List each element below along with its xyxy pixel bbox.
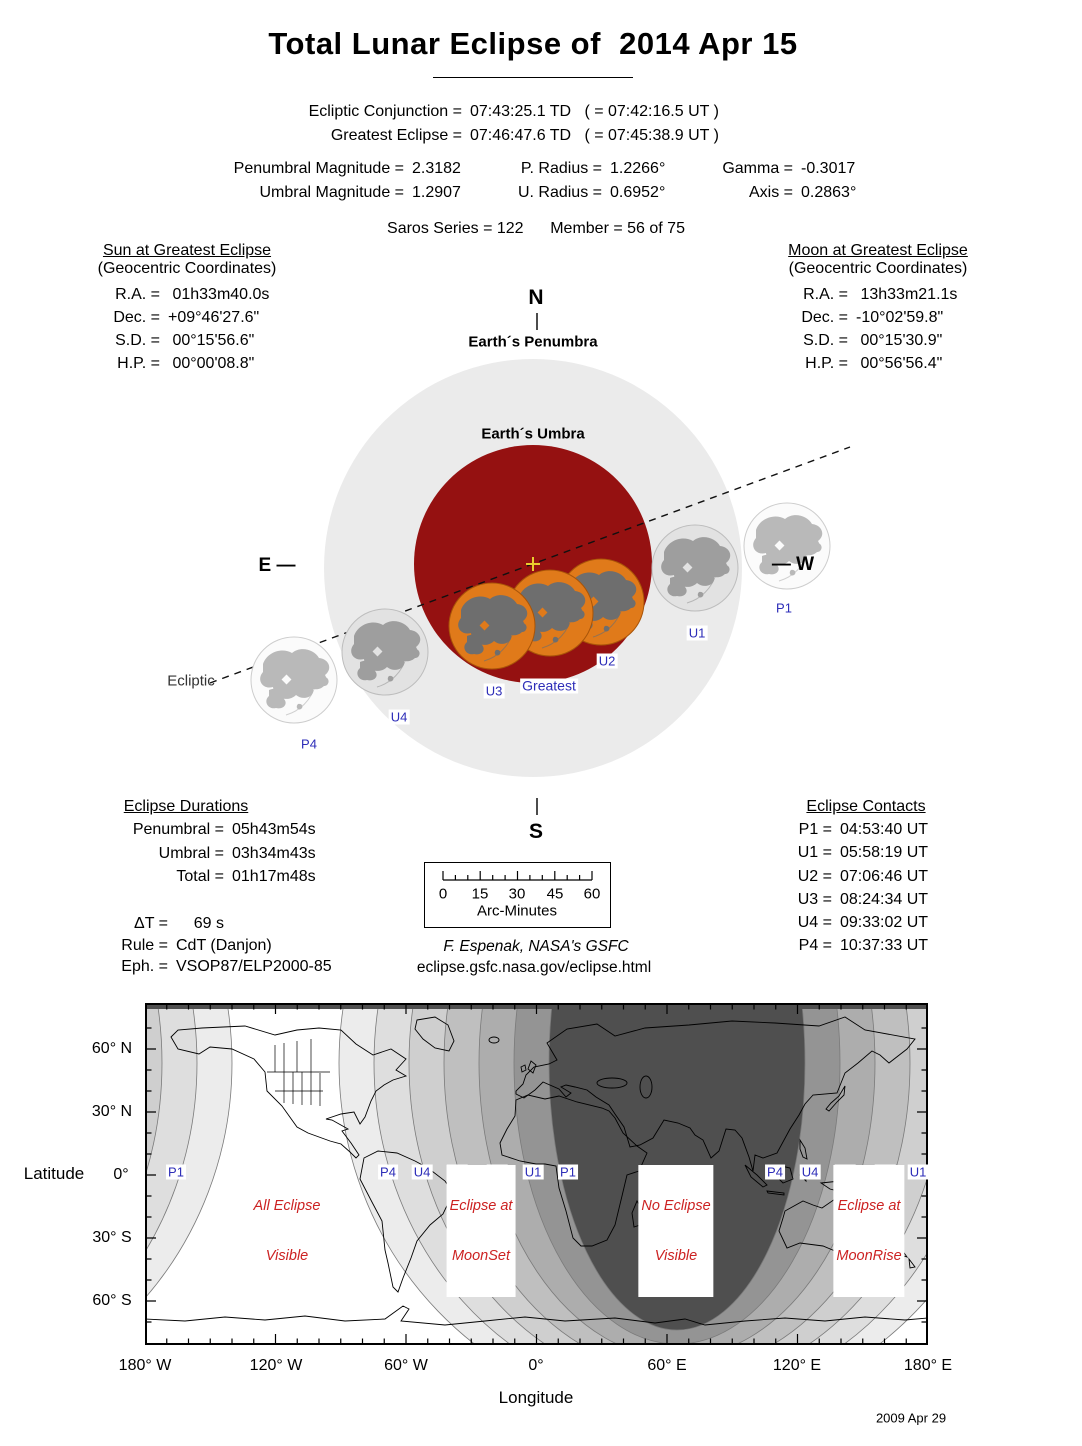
moon-ra-label: R.A. = — [803, 286, 848, 303]
lon-tick-180w: 180° W — [118, 1357, 172, 1374]
umbral-duration-label: Umbral = — [158, 844, 224, 862]
axis-value: 0.2863° — [801, 184, 857, 201]
moon-at-u4 — [342, 609, 428, 695]
ecliptic-label: Ecliptic — [167, 672, 215, 690]
north-label: N — [528, 286, 544, 309]
axis-label: Axis = — [748, 184, 793, 201]
map-east-contact-u4: U4 — [801, 1164, 819, 1180]
contacts-rows — [796, 818, 928, 958]
map-west-contact-p1-outer: P1 — [168, 1164, 184, 1180]
penumbra-label: Earth´s Penumbra — [468, 333, 598, 351]
contact-p1-value: 04:53:40 UT — [840, 821, 929, 838]
moon-at-u3 — [449, 583, 535, 669]
latitude-axis-label: Latitude — [23, 1164, 85, 1183]
saros-line: Saros Series = 122 Member = 56 of 75 — [387, 220, 685, 237]
contact-u1-label: U1 = — [797, 844, 832, 862]
scale-tick-15: 15 — [471, 885, 489, 903]
zone-moonrise — [833, 1165, 904, 1297]
map-west-contact-u1: U1 — [524, 1164, 542, 1180]
ephemeris-label: Eph. = — [121, 958, 168, 975]
conjunction-label: Ecliptic Conjunction = — [308, 103, 462, 120]
contact-chip-p4: P4 — [301, 736, 317, 752]
scale-tick-60: 60 — [583, 885, 601, 903]
moon-at-p4 — [251, 637, 337, 723]
map-east-contact-u1: U1 — [909, 1164, 927, 1180]
moon-dec-label: Dec. = — [801, 309, 848, 326]
lon-tick-60w: 60° W — [384, 1357, 428, 1374]
penumbral-magnitude-value: 2.3182 — [412, 160, 461, 177]
contact-u4-value: 09:33:02 UT — [840, 914, 929, 932]
umbral-duration-value: 03h34m43s — [232, 844, 316, 862]
zone-no-eclipse — [638, 1165, 713, 1297]
contacts-title: Eclipse Contacts — [806, 798, 926, 815]
contact-chip-p1: P1 — [776, 600, 792, 616]
contact-u2-label: U2 = — [797, 867, 832, 885]
greatest-eclipse-value: 07:46:47.6 TD ( = 07:45:38.9 UT ) — [470, 127, 719, 144]
sun-dec-value: +09°46'27.6" — [168, 309, 260, 326]
zone-moonset — [447, 1165, 516, 1297]
zone-all-visible-line2: Visible — [265, 1247, 309, 1264]
umbral-magnitude-value: 1.2907 — [412, 184, 461, 201]
contact-u3-value: 08:24:34 UT — [840, 890, 929, 908]
scale-tick-0: 0 — [438, 885, 448, 903]
east-label: E — — [258, 555, 296, 576]
title-underline — [433, 77, 633, 78]
zone-all-visible-line1: All Eclipse — [253, 1198, 321, 1214]
conjunction-value: 07:43:25.1 TD ( = 07:42:16.5 UT ) — [470, 103, 719, 120]
moon-at-u1 — [652, 525, 738, 611]
conjunction-block — [150, 100, 719, 148]
page-title: Total Lunar Eclipse of 2014 Apr 15 — [268, 26, 798, 61]
revision-date: 2009 Apr 29 — [875, 1410, 947, 1426]
scale-caption: Arc-Minutes — [476, 902, 558, 920]
moon-sd-value: 00°15'30.9" — [856, 332, 943, 349]
contact-chip-u3: U3 — [485, 683, 503, 699]
moon-hp-label: H.P. = — [805, 355, 848, 372]
delta-t-label: ΔT = — [134, 915, 168, 932]
lon-tick-180e: 180° E — [903, 1357, 953, 1374]
sun-hp-value: 00°00'08.8" — [168, 355, 255, 372]
durations-title: Eclipse Durations — [123, 798, 249, 815]
lat-tick-30s: 30° S — [92, 1229, 132, 1246]
contact-p4-label: P4 = — [798, 937, 832, 955]
contact-p4-value: 10:37:33 UT — [840, 937, 929, 955]
moon-dec-value: -10°02'59.8" — [856, 309, 944, 326]
contact-p1-label: P1 = — [798, 821, 832, 838]
contact-chip-u1: U1 — [688, 625, 706, 641]
moon-ra-value: 13h33m21.1s — [856, 286, 958, 303]
penumbral-duration-label: Penumbral = — [132, 821, 224, 838]
moon-block-title: Moon at Greatest Eclipse — [788, 242, 968, 259]
contact-chip-u2: U2 — [598, 653, 616, 669]
scale-tick-45: 45 — [546, 885, 564, 903]
gamma-value: -0.3017 — [801, 160, 856, 177]
durations-rows — [106, 818, 316, 889]
sun-sd-value: 00°15'56.6" — [168, 332, 255, 349]
gamma-label: Gamma = — [722, 160, 793, 177]
sun-sd-label: S.D. = — [115, 332, 160, 349]
contact-u4-label: U4 = — [797, 914, 832, 932]
arc-minute-scale — [424, 862, 611, 928]
u-radius-value: 0.6952° — [610, 184, 666, 201]
ephemeris-rows — [84, 913, 332, 978]
lon-tick-0: 0° — [528, 1357, 544, 1374]
delta-t-value: 69 s — [176, 915, 225, 932]
lon-tick-120e: 120° E — [772, 1357, 822, 1374]
greatest-eclipse-label: Greatest Eclipse = — [330, 127, 462, 144]
contact-chip-greatest: Greatest — [522, 677, 576, 694]
rule-value: CdT (Danjon) — [176, 936, 272, 954]
penumbral-magnitude-label: Penumbral Magnitude = — [233, 160, 404, 177]
penumbral-duration-value: 05h43m54s — [232, 821, 316, 838]
umbra-label: Earth´s Umbra — [481, 425, 585, 443]
credit-url: eclipse.gsfc.nasa.gov/eclipse.html — [416, 959, 652, 976]
sun-ra-value: 01h33m40.0s — [168, 286, 270, 303]
map-west-contact-p1: P1 — [560, 1164, 576, 1180]
map-west-contact-p4: P4 — [380, 1164, 396, 1180]
zone-all-visible — [251, 1165, 324, 1297]
longitude-axis-label: Longitude — [498, 1388, 574, 1407]
lon-tick-120w: 120° W — [249, 1357, 303, 1374]
magnitude-block — [140, 157, 461, 205]
south-label: S — [528, 820, 544, 843]
moon-block-subtitle: (Geocentric Coordinates) — [788, 260, 968, 277]
contact-u1-value: 05:58:19 UT — [840, 844, 929, 862]
sun-dec-label: Dec. = — [113, 309, 160, 326]
u-radius-label: U. Radius = — [517, 184, 602, 201]
zone-moonrise-line1: Eclipse at — [837, 1198, 901, 1214]
moon-sd-label: S.D. = — [803, 332, 848, 349]
sun-coords — [102, 283, 269, 375]
map-west-contact-u4: U4 — [413, 1164, 431, 1180]
scale-tick-30: 30 — [508, 885, 526, 903]
zone-moonset-line2: MoonSet — [451, 1247, 511, 1264]
moon-hp-value: 00°56'56.4" — [856, 355, 943, 372]
sun-hp-label: H.P. = — [117, 355, 160, 372]
lon-tick-60e: 60° E — [647, 1357, 687, 1374]
umbral-magnitude-label: Umbral Magnitude = — [259, 184, 404, 201]
total-duration-label: Total = — [176, 868, 224, 885]
contact-chip-u4: U4 — [390, 709, 408, 725]
sun-ra-label: R.A. = — [115, 286, 160, 303]
moon-coords — [793, 283, 957, 375]
contact-u3-label: U3 = — [797, 890, 832, 908]
radius-block — [463, 157, 665, 205]
ephemeris-value: VSOP87/ELP2000-85 — [176, 958, 332, 975]
lat-tick-0: 0° — [113, 1166, 129, 1183]
zone-no-eclipse-line2: Visible — [654, 1247, 698, 1264]
west-label: — W — [771, 554, 815, 575]
lat-tick-30n: 30° N — [91, 1103, 133, 1120]
moon-at-p1 — [744, 503, 830, 589]
zone-moonset-line1: Eclipse at — [449, 1198, 513, 1214]
total-duration-value: 01h17m48s — [232, 868, 316, 885]
rule-label: Rule = — [121, 936, 168, 954]
p-radius-value: 1.2266° — [610, 160, 666, 177]
zone-no-eclipse-line1: No Eclipse — [641, 1198, 711, 1214]
p-radius-label: P. Radius = — [520, 160, 602, 177]
sun-block-title: Sun at Greatest Eclipse — [102, 242, 272, 259]
map-east-contact-p4: P4 — [767, 1164, 783, 1180]
zone-moonrise-line2: MoonRise — [836, 1247, 902, 1264]
sun-block-subtitle: (Geocentric Coordinates) — [97, 260, 277, 277]
lat-tick-60s: 60° S — [92, 1292, 132, 1309]
lat-tick-60n: 60° N — [91, 1040, 133, 1057]
author-credit: F. Espenak, NASA's GSFC — [443, 938, 629, 955]
gamma-axis-block — [654, 157, 856, 205]
contact-u2-value: 07:06:46 UT — [840, 867, 929, 885]
